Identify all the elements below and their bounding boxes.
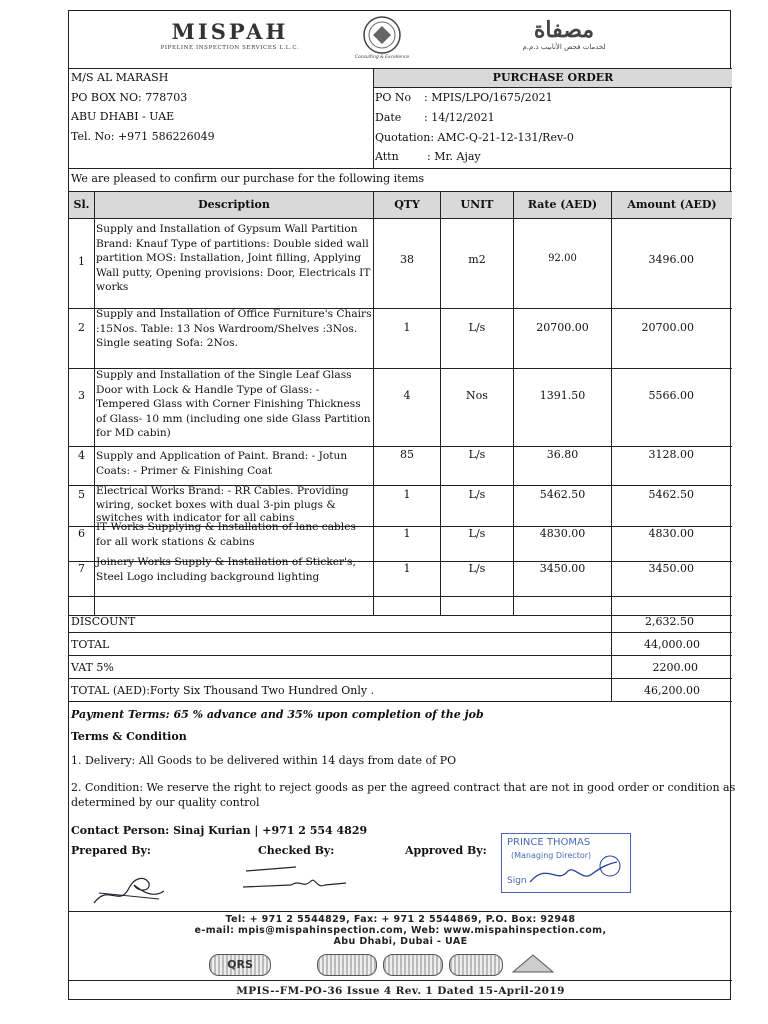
- approved-by-label: Approved By:: [405, 844, 487, 857]
- prepared-signature-icon: [89, 863, 169, 913]
- table-row-sl: 3: [78, 389, 85, 402]
- footer-address-line: Abu Dhabi, Dubai - UAE: [333, 936, 468, 947]
- vendor-po-box: PO BOX NO: 778703: [71, 91, 188, 104]
- table-row-description: Supply and Installation of Gypsum Wall Partition Brand: Knauf Type of partitions: Double sided wall partition MOS: Installation, Joint filling, Applying Wall putty, Opening provisions: Door, Electricals IT works: [96, 223, 371, 293]
- cert-label: QRS: [227, 958, 253, 971]
- vendor-city: ABU DHABI - UAE: [71, 110, 175, 123]
- stamp-name: PRINCE THOMAS: [507, 837, 591, 848]
- purchase-order-document: [68, 10, 736, 1000]
- table-row-qty: 1: [403, 321, 411, 334]
- payment-terms: Payment Terms: 65 % advance and 35% upon completion of the job: [71, 708, 484, 721]
- terms-heading: Terms & Condition: [71, 730, 187, 743]
- col-header-unit: UNIT: [460, 198, 494, 211]
- table-row-unit: L/s: [468, 488, 486, 501]
- table-row-qty: 85: [400, 448, 414, 461]
- table-row-qty: 1: [403, 488, 411, 501]
- vendor-name: M/S AL MARASH: [71, 71, 169, 84]
- table-row-unit: L/s: [468, 448, 486, 461]
- table-row-unit: L/s: [468, 562, 486, 575]
- terms-condition-line2: determined by our quality control: [71, 796, 260, 809]
- table-row-rate: 4830.00: [539, 527, 586, 540]
- po-date-label: Date: [375, 111, 402, 124]
- table-row-amount: 20700.00: [641, 321, 694, 334]
- table-row-unit: Nos: [466, 389, 488, 402]
- table-row-sl: 5: [78, 488, 85, 501]
- discount-label: DISCOUNT: [71, 615, 136, 628]
- seal-caption: Consulting & Excellence: [354, 55, 410, 60]
- table-row-qty: 4: [403, 389, 411, 402]
- table-row-description: Supply and Installation of Office Furniture's Chairs :15Nos. Table: 13 Nos Wardroom/Shelves :3Nos. Single seating Sofa: 2Nos.: [96, 308, 372, 349]
- table-row-description: Joinery Works Supply & Installation of Sticker's, Steel Logo including background lighting: [96, 556, 356, 583]
- table-row-sl: 4: [78, 449, 85, 462]
- seal-icon: [354, 14, 410, 60]
- checked-signature-icon: [241, 859, 351, 899]
- po-date-value: : 14/12/2021: [424, 111, 495, 124]
- table-row-amount: 3128.00: [648, 448, 694, 461]
- table-row-rate: 92.00: [548, 253, 577, 264]
- po-title: PURCHASE ORDER: [374, 69, 732, 87]
- table-row-unit: m2: [468, 253, 486, 266]
- table-row-sl: 2: [78, 321, 85, 334]
- table-row-rate: 20700.00: [536, 321, 589, 334]
- stamp-title: (Managing Director): [511, 851, 592, 860]
- table-row-amount: 3496.00: [648, 253, 694, 266]
- logo-arabic-subtitle: لخدمات فحص الأنابيب ذ.م.م: [522, 43, 606, 51]
- company-logo-en: [145, 19, 315, 51]
- col-header-rate: Rate (AED): [527, 198, 598, 211]
- table-row-qty: 1: [403, 527, 411, 540]
- table-row-rate: 36.80: [546, 448, 579, 461]
- certification-logo-icon: [511, 952, 555, 976]
- certification-logo-icon: [449, 954, 503, 976]
- terms-delivery: 1. Delivery: All Goods to be delivered within 14 days from date of PO: [71, 754, 457, 767]
- prepared-by-label: Prepared By:: [71, 844, 151, 857]
- po-attn-label: Attn: [375, 150, 399, 163]
- table-row-description: IT Works Supplying & Installation of lane cables for all work stations & cabins: [96, 521, 356, 548]
- certification-logo-icon: [209, 954, 271, 976]
- table-row-description: Electrical Works Brand: - RR Cables. Providing wiring, socket boxes with dual 3-pin plugs & switches with indicator for all cabins: [96, 485, 349, 524]
- logo-subtitle: PIPELINE INSPECTION SERVICES L.L.C.: [160, 45, 300, 51]
- table-row-amount: 4830.00: [648, 527, 694, 540]
- col-header-amount: Amount (AED): [627, 198, 717, 211]
- table-row-sl: 7: [78, 562, 85, 575]
- certification-logo-icon: [317, 954, 377, 976]
- checked-by-label: Checked By:: [258, 844, 335, 857]
- po-quotation: Quotation: AMC-Q-21-12-131/Rev-0: [375, 131, 574, 144]
- contact-person: Contact Person: Sinaj Kurian | +971 2 554 4829: [71, 824, 368, 837]
- table-row-description: Supply and Installation of the Single Leaf Glass Door with Lock & Handle Type of Glass: - Tempered Glass with Corner Finishing Thickness of Glass- 10 mm (including one side Glass Partition for MD cabin): [96, 369, 371, 439]
- stamp-sign-label: Sign: [507, 876, 527, 886]
- total-label: TOTAL: [71, 638, 110, 651]
- col-header-qty: QTY: [394, 198, 420, 211]
- company-logo-ar: [474, 17, 654, 51]
- table-row-amount: 5462.50: [648, 488, 694, 501]
- grand-total-label: TOTAL (AED):Forty Six Thousand Two Hundred Only .: [71, 684, 375, 697]
- logo-text: MISPAH: [171, 19, 289, 44]
- po-no-label: PO No: [375, 91, 412, 104]
- logo-arabic-text: مصفاة: [533, 17, 595, 43]
- terms-condition-line1: 2. Condition: We reserve the right to reject goods as per the agreed contract that are not in good order or condition as: [71, 781, 736, 794]
- table-row-rate: 3450.00: [539, 562, 586, 575]
- table-row-sl: 6: [78, 527, 85, 540]
- discount-value: 2,632.50: [645, 615, 694, 628]
- grand-total-value: 46,200.00: [644, 684, 700, 697]
- table-row-amount: 3450.00: [648, 562, 694, 575]
- approved-signature-icon: [522, 854, 622, 890]
- col-header-description: Description: [198, 198, 270, 211]
- intro-text: We are pleased to confirm our purchase for the following items: [71, 172, 425, 185]
- table-row-rate: 1391.50: [539, 389, 586, 402]
- total-value: 44,000.00: [644, 638, 700, 651]
- table-row-sl: 1: [78, 255, 85, 268]
- vendor-tel: Tel. No: +971 586226049: [71, 130, 215, 143]
- certification-logo-icon: [383, 954, 443, 976]
- col-header-sl: Sl.: [73, 198, 90, 211]
- footer-contact-line: Tel: + 971 2 5544829, Fax: + 971 2 5544869, P.O. Box: 92948: [225, 914, 576, 925]
- vat-value: 2200.00: [652, 661, 698, 674]
- table-row-qty: 1: [403, 562, 411, 575]
- po-attn-value: : Mr. Ajay: [427, 150, 481, 163]
- table-row-unit: L/s: [468, 527, 486, 540]
- table-row-qty: 38: [400, 253, 414, 266]
- table-row-unit: L/s: [468, 321, 486, 334]
- approval-stamp: [501, 833, 631, 893]
- vat-label: VAT 5%: [71, 661, 114, 674]
- form-number: MPIS--FM-PO-36 Issue 4 Rev. 1 Dated 15-April-2019: [236, 985, 565, 997]
- table-row-description: Supply and Application of Paint. Brand: - Jotun Coats: - Primer & Finishing Coat: [96, 450, 348, 477]
- table-row-amount: 5566.00: [648, 389, 694, 402]
- footer-email-line: e-mail: mpis@mispahinspection.com, Web: www.mispahinspection.com,: [194, 925, 607, 936]
- po-no-value: : MPIS/LPO/1675/2021: [424, 91, 553, 104]
- table-row-rate: 5462.50: [539, 488, 586, 501]
